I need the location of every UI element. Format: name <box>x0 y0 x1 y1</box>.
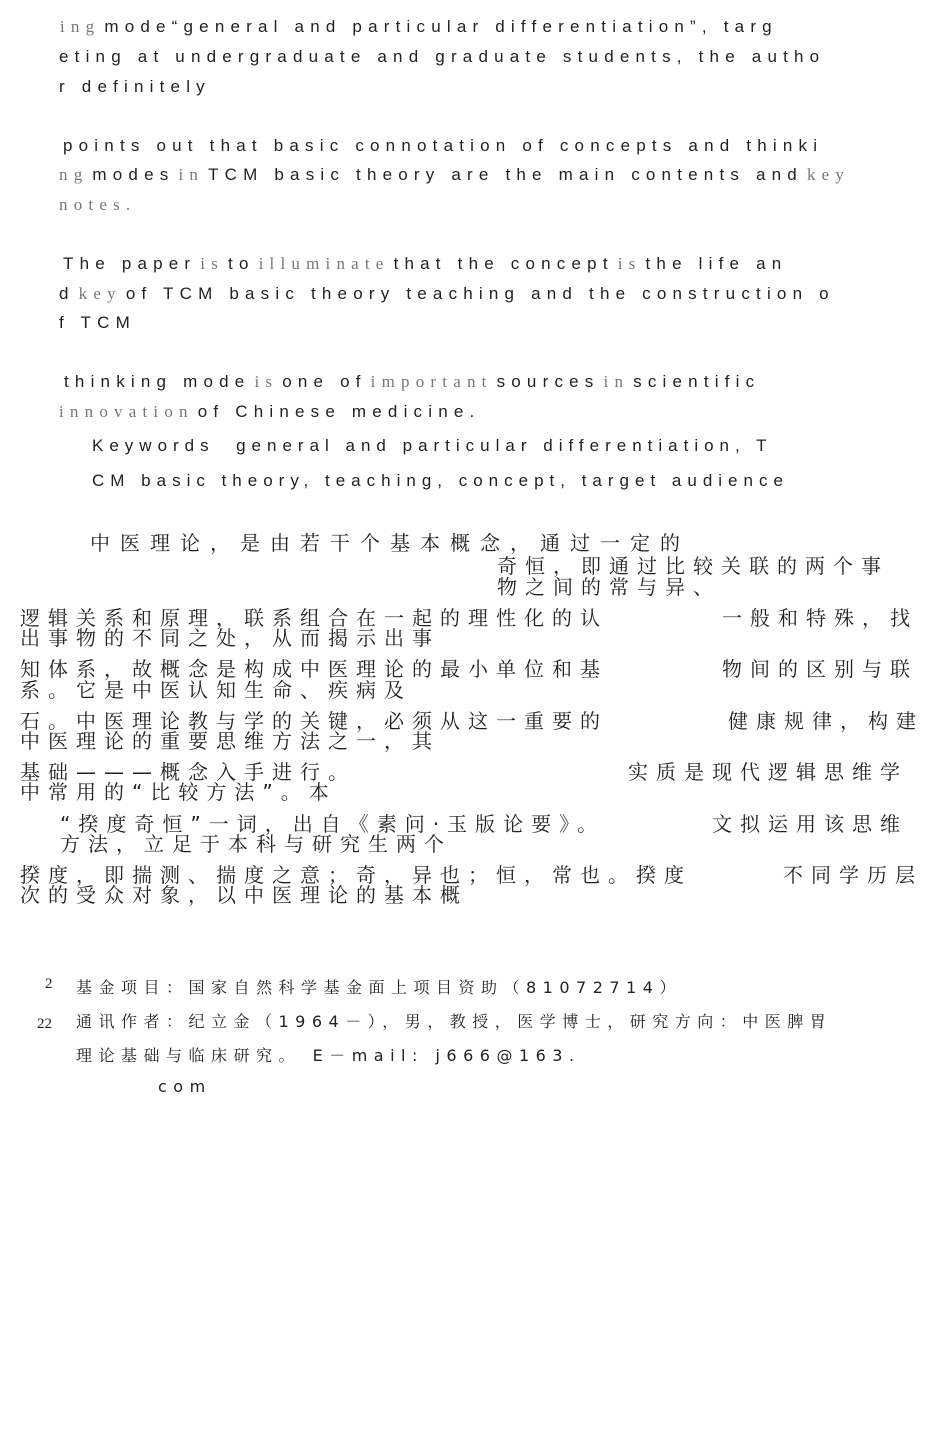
body-line: 基础———概念入手进行。 <box>20 760 356 784</box>
body-line: 实质是现代逻辑思维学 <box>628 760 908 784</box>
body-line: “揆度奇恒”一词，出自《素问·玉版论要》。 <box>60 812 606 836</box>
footnote-marker: 2 <box>45 976 53 992</box>
footnote-text: com <box>158 1077 212 1096</box>
abstract-fragment: of Chinese medicine. <box>197 402 481 421</box>
abstract-fragment: is <box>254 372 279 391</box>
abstract-line: eting at undergraduate and graduate students, the autho <box>59 47 826 66</box>
abstract-line <box>59 402 480 422</box>
abstract-fragment: d <box>59 284 75 303</box>
abstract-fragment: that the concept <box>393 254 614 273</box>
abstract-fragment: mode“general and particular differentiation”, targ <box>104 17 778 36</box>
abstract-fragment: key <box>806 165 851 184</box>
abstract-fragment: The paper <box>63 254 197 273</box>
abstract-line: f TCM <box>59 313 136 332</box>
abstract-fragment: one of <box>282 372 367 391</box>
abstract-fragment: in <box>603 372 630 391</box>
abstract-line: r definitely <box>59 77 211 96</box>
abstract-fragment: sources <box>496 372 600 391</box>
abstract-fragment: to <box>228 254 255 273</box>
abstract-line <box>59 165 850 185</box>
abstract-fragment: of TCM basic theory teaching and the construction o <box>125 284 835 303</box>
abstract-fragment: innovation <box>59 402 194 421</box>
abstract-fragment: is <box>200 254 225 273</box>
abstract-fragment: illuminate <box>258 254 390 273</box>
body-line: 知体系，故概念是构成中医理论的最小单位和基 <box>20 657 608 681</box>
abstract-fragment: ng <box>59 165 89 184</box>
abstract-line <box>59 284 835 304</box>
abstract-fragment: important <box>370 372 493 391</box>
body-line: 奇恒，即通过比较关联的两个事 <box>497 554 889 578</box>
footnote-marker: 22 <box>37 1016 52 1032</box>
body-line: 物之间的常与异、 <box>497 575 721 599</box>
body-line: 物间的区别与联 <box>722 657 918 681</box>
abstract-line: notes. <box>59 195 137 214</box>
abstract-fragment: modes <box>92 165 175 184</box>
abstract-fragment: thinking mode <box>64 372 251 391</box>
body-line: 一般和特殊，找 <box>722 606 918 630</box>
abstract-fragment: key <box>78 284 122 303</box>
body-line: 不同学历层 <box>783 863 923 887</box>
body-line: 中医理论，是由若干个基本概念，通过一定的 <box>90 531 690 555</box>
abstract-fragment: TCM basic theory are the main contents and <box>208 165 803 184</box>
keywords-line: CM basic theory, teaching, concept, target audience <box>92 471 789 490</box>
body-line: 逻辑关系和原理，联系组合在一起的理性化的认 <box>20 606 608 630</box>
footnote-text: 理论基础与临床研究。 E－mail: j666@163. <box>76 1046 581 1065</box>
keywords-line: Keywords general and particular differentiation, T <box>92 436 773 455</box>
body-line: 石。中医理论教与学的关键，必须从这一重要的 <box>20 709 608 733</box>
abstract-fragment: the life an <box>645 254 788 273</box>
footnote-text: 通讯作者：纪立金（1964－），男，教授，医学博士，研究方向：中医脾胃 <box>76 1012 833 1031</box>
body-line: 揆度，即揣测、揣度之意；奇，异也；恒，常也。揆度 <box>20 863 692 887</box>
abstract-line <box>63 254 787 274</box>
body-line: 方法，立足于本科与研究生两个 <box>60 832 452 856</box>
body-line: 健康规律，构建 <box>728 709 924 733</box>
body-line: 中医理论的重要思维方法之一，其 <box>20 729 440 753</box>
body-line: 文拟运用该思维 <box>712 812 908 836</box>
abstract-line: points out that basic connotation of concepts and thinki <box>63 136 824 155</box>
body-line: 中常用的“比较方法”。本 <box>20 780 337 804</box>
abstract-fragment: ing <box>60 17 101 36</box>
abstract-fragment: is <box>617 254 642 273</box>
abstract-fragment: in <box>178 165 205 184</box>
body-line: 系。它是中医认知生命、疾病及 <box>20 678 412 702</box>
abstract-line <box>60 17 778 37</box>
body-line: 出事物的不同之处，从而揭示出事 <box>20 626 440 650</box>
footnote-text: 基金项目：国家自然科学基金面上项目资助（81072714） <box>76 978 682 997</box>
abstract-fragment: scientific <box>633 372 761 391</box>
body-line: 次的受众对象，以中医理论的基本概 <box>20 883 468 907</box>
abstract-line <box>64 372 760 392</box>
